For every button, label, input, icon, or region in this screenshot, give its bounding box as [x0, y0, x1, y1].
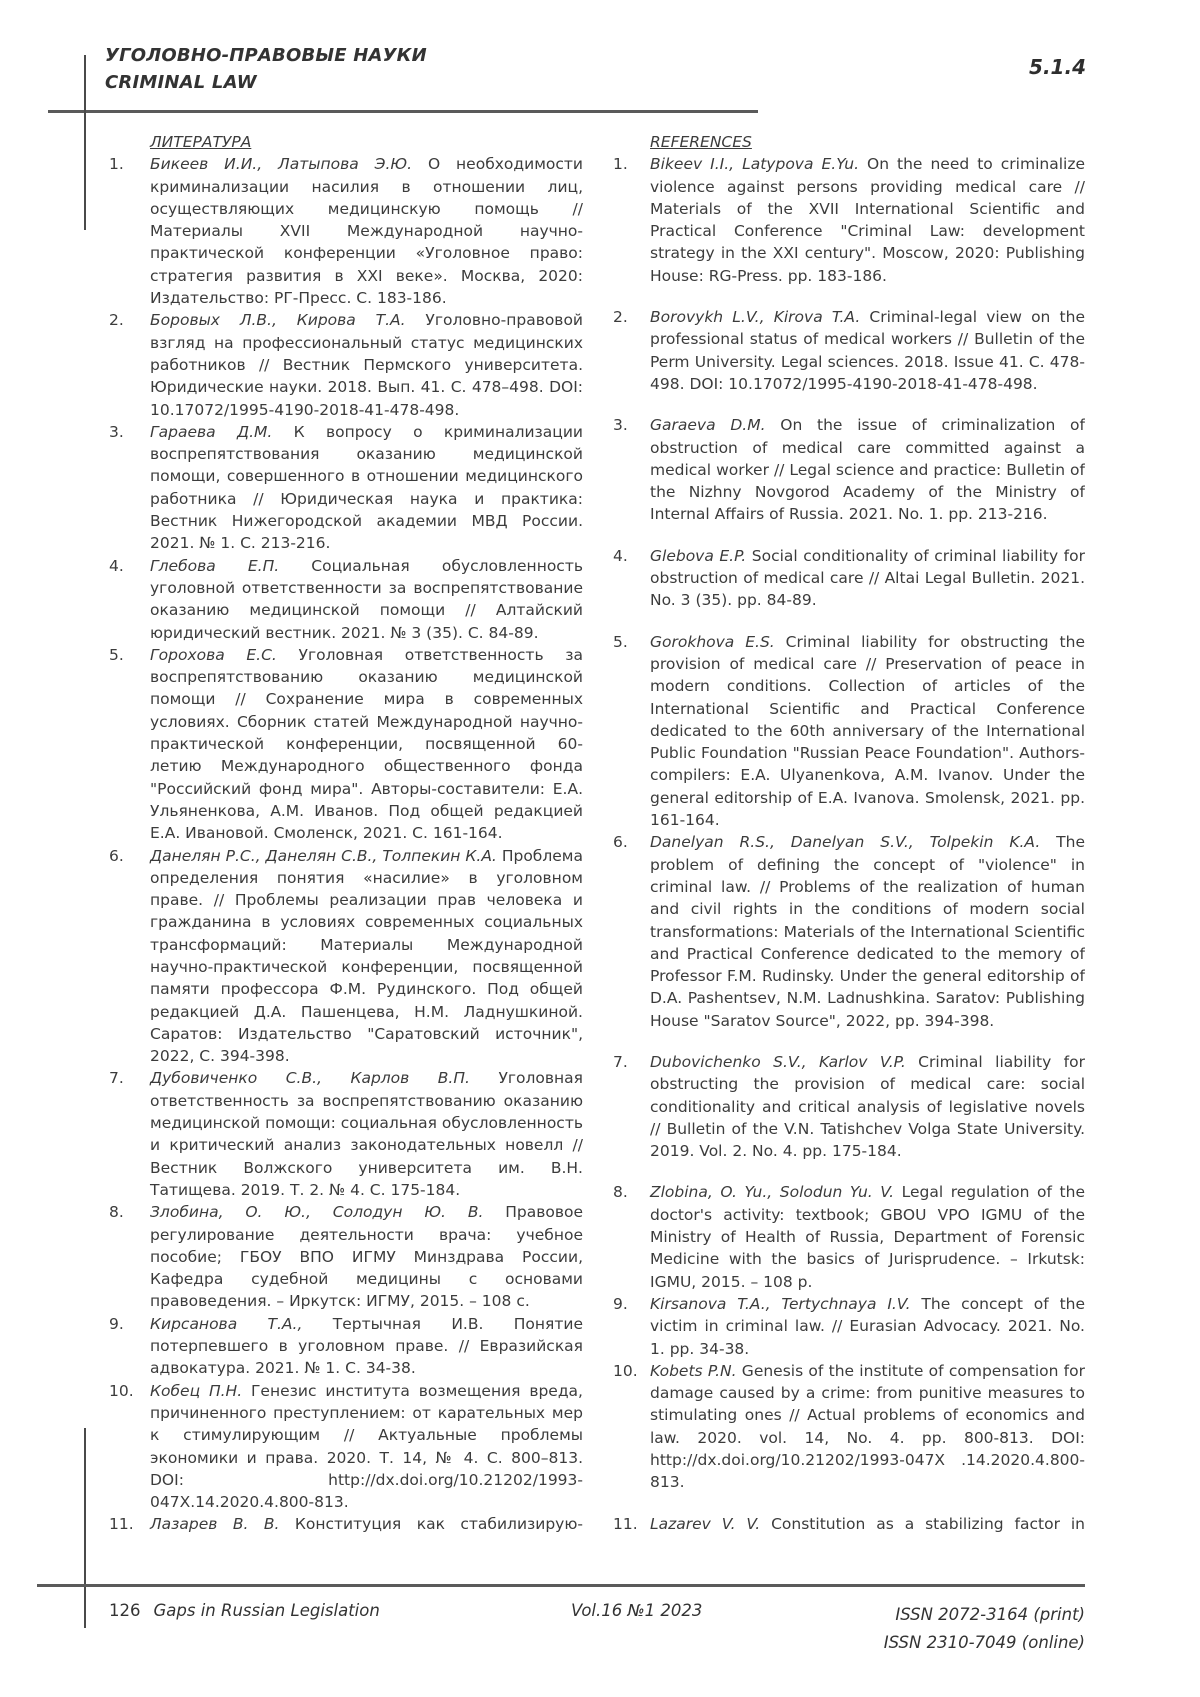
item-rest: On the issue of criminalization of obstruction of medical care committed against a medical worker // Legal science and practice: Bulletin of the Nizhny Novgorod Academy of the Ministry of Internal Affairs of Russia. 2021. No. 1. pp. 213-216. — [650, 416, 1085, 524]
issue-info: Vol.16 №1 2023 — [571, 1601, 703, 1620]
reference-item — [613, 631, 1085, 832]
item-number: 2. — [613, 308, 628, 327]
item-number: 10. — [613, 1361, 638, 1380]
reference-item — [109, 845, 583, 1068]
item-authors: Borovykh L.V., Kirova T.A. — [650, 308, 861, 327]
item-text — [150, 153, 583, 309]
item-authors: Glebova E.P. — [650, 546, 747, 565]
reference-item — [613, 153, 1085, 287]
item-rest: О необходимости криминализации насилия в отношении лиц, осуществляющих медицинскую помощь // Материалы XVII Международной научно-практической конференции «Уголовное право: стратегия развития в XXI веке». Москва, 2020: Издательство: РГ-Пресс. С. 183-186. — [150, 155, 583, 308]
reference-item — [109, 1380, 583, 1514]
footer-left — [109, 1601, 380, 1620]
item-text — [150, 644, 583, 845]
literature-list — [109, 153, 583, 1535]
literature-heading: ЛИТЕРАТУРА — [150, 133, 252, 151]
item-rest: Criminal-legal view on the professional status of medical workers // Bulletin of the Perm University. Legal sciences. 2018. Issue 41. С. 478-498. DOI: 10.17072/1995-4190-2018-41-478-498. — [650, 308, 1085, 393]
item-rest: The concept of the victim in criminal law. // Eurasian Advocacy. 2021. No. 1. pp. 34-38. — [650, 1294, 1085, 1358]
item-authors: Danelyan R.S., Danelyan S.V., Tolpekin K.A. — [650, 833, 1041, 852]
item-rest: Genesis of the institute of compensation for damage caused by a crime: from punitive measures to stimulating ones // Actual problems of economics and law. 2020. vol. 14, No. 4. pp. 800-813. DOI: http://dx.doi.org/10.21202/1993-047X .14.2020.4.800-813. — [650, 1361, 1085, 1492]
item-text — [650, 1293, 1085, 1360]
issn-block — [884, 1601, 1085, 1657]
item-text — [650, 306, 1085, 395]
item-rest: Тертычная И.В. Понятие потерпевшего в уголовном праве. // Евразийская адвокатура. 2021. № 1. С. 34-38. — [150, 1314, 583, 1378]
item-text — [150, 309, 583, 420]
item-number: 5. — [109, 645, 124, 664]
item-number: 3. — [109, 422, 124, 441]
item-text — [150, 1313, 583, 1380]
item-rest: Уголовная ответственность за воспрепятствованию оказанию медицинской помощи: социальная обусловленность и критический анализ законодательных новелл // Вестник Волжского университета им. В.Н. Татищева. 2019. Т. 2. № 4. С. 175-184. — [150, 1069, 583, 1199]
reference-item — [613, 306, 1085, 395]
item-authors: Глебова Е.П. — [150, 556, 280, 575]
item-rest: Legal regulation of the doctor's activity: textbook; GBOU VPO IGMU of the Ministry of Health of Russia, Department of Forensic Medicine with the basics of Jurisprudence. – Irkutsk: IGMU, 2015. – 108 p. — [650, 1183, 1085, 1291]
item-number: 3. — [613, 416, 628, 435]
margin-line-bottom — [84, 1428, 86, 1628]
item-text — [150, 1067, 583, 1201]
reference-item — [613, 1051, 1085, 1162]
margin-line-top — [84, 55, 86, 230]
item-authors: Кирсанова Т.А., — [150, 1314, 303, 1333]
item-authors: Горохова Е.С. — [150, 645, 277, 664]
item-text — [650, 414, 1085, 525]
item-rest: Генезис института возмещения вреда, причиненного преступлением: от карательных мер к стимулирующим // Актуальные проблемы экономики и права. 2020. Т. 14, № 4. С. 800–813. DOI: http://dx.doi.org/10.21202/1993-047X.14.2020.4.800-813. — [150, 1381, 583, 1512]
item-rest: Уголовная ответственность за воспрепятствованию оказанию медицинской помощи // Сохранение мира в современных условиях. Сборник статей Международной научно-практической конференции, посвященной 60-летию Международного общественного фонда "Российский фонд мира". Авторы-составители: Е.А. Ульяненкова, А.М. Иванов. Под общей редакцией Е.А. Ивановой. Смоленск, 2021. С. 161-164. — [150, 645, 583, 843]
item-text — [150, 421, 583, 555]
journal-title: Gaps in Russian Legislation — [153, 1601, 380, 1620]
item-rest: Конституция как стабилизирую- — [279, 1515, 583, 1534]
item-text — [650, 545, 1085, 612]
item-number: 5. — [613, 632, 628, 651]
reference-item — [613, 545, 1085, 612]
literature-column — [109, 131, 583, 1560]
item-number: 2. — [109, 311, 124, 330]
item-rest: Проблема определения понятия «насилие» в уголовном праве. // Проблемы реализации прав человека и гражданина в условиях современных социальных трансформаций: Материалы Международной научно-практической конференции, посвященной памяти профессора Ф.М. Рудинского. Под общей редакцией Д.А. Пашенцева, Н.М. Ладнушкиной. Саратов: Издательство "Саратовский источник", 2022, С. 394-398. — [150, 846, 583, 1066]
item-rest: К вопросу о криминализации воспрепятствования оказанию медицинской помощи, совершенного в отношении медицинского работника // Юридическая наука и практика: Вестник Нижегородской академии МВД России. 2021. № 1. С. 213-216. — [150, 422, 583, 553]
reference-item — [109, 1201, 583, 1312]
reference-item — [109, 421, 583, 555]
section-title-en: CRIMINAL LAW — [105, 72, 257, 93]
references-column — [613, 131, 1085, 1560]
section-title-ru: УГОЛОВНО-ПРАВОВЫЕ НАУКИ — [105, 45, 427, 66]
reference-item — [613, 1360, 1085, 1494]
item-rest: Правовое регулирование деятельности врача: учебное пособие; ГБОУ ВПО ИГМУ Минздрава России, Кафедра судебной медицины с основами правоведения. – Иркутск: ИГМУ, 2015. – 108 с. — [150, 1203, 583, 1311]
item-number: 11. — [613, 1514, 638, 1533]
item-text — [650, 631, 1085, 832]
item-authors: Zlobina, O. Yu., Solodun Yu. V. — [650, 1183, 895, 1202]
item-authors: Lazarev V. V. — [650, 1514, 761, 1533]
item-text — [150, 845, 583, 1068]
item-authors: Злобина, О. Ю., Солодун Ю. В. — [150, 1203, 484, 1222]
item-number: 6. — [109, 846, 124, 865]
item-authors: Данелян Р.С., Данелян С.В., Толпекин К.А. — [150, 846, 497, 865]
item-text — [650, 153, 1085, 287]
item-rest: Criminal liability for obstructing the provision of medical care: social conditionality and critical analysis of legislative novels // Bulletin of the V.N. Tatishchev Volga State University. 2019. Vol. 2. No. 4. pp. 175-184. — [650, 1052, 1085, 1161]
item-number: 10. — [109, 1381, 134, 1400]
item-number: 8. — [613, 1183, 628, 1202]
item-text — [650, 831, 1085, 1032]
item-number: 8. — [109, 1203, 124, 1222]
reference-item — [109, 1067, 583, 1201]
item-text — [650, 1051, 1085, 1162]
item-authors: Гараева Д.М. — [150, 422, 273, 441]
item-number: 4. — [109, 556, 124, 575]
issn-print: ISSN 2072-3164 (print) — [895, 1605, 1085, 1624]
item-text — [650, 1513, 1085, 1535]
reference-item — [613, 1181, 1085, 1292]
item-authors: Kirsanova T.A., Tertychnaya I.V. — [650, 1294, 911, 1313]
item-number: 7. — [613, 1052, 628, 1071]
item-text — [650, 1181, 1085, 1292]
reference-item — [109, 153, 583, 309]
item-authors: Dubovichenko S.V., Karlov V.P. — [650, 1052, 906, 1071]
item-authors: Боровых Л.В., Кирова Т.А. — [150, 311, 406, 330]
reference-item — [109, 309, 583, 420]
item-number: 7. — [109, 1069, 124, 1088]
item-number: 9. — [613, 1294, 628, 1313]
item-authors: Лазарев В. В. — [150, 1515, 280, 1534]
reference-item — [109, 644, 583, 845]
section-header — [105, 42, 427, 96]
footer-rule — [37, 1584, 1085, 1587]
item-number: 1. — [613, 155, 628, 174]
item-authors: Дубовиченко С.В., Карлов В.П. — [150, 1069, 470, 1088]
item-rest: Constitution as a stabilizing factor in — [760, 1514, 1085, 1533]
item-number: 9. — [109, 1314, 124, 1333]
item-number: 11. — [109, 1515, 134, 1534]
item-number: 6. — [613, 833, 628, 852]
item-authors: Garaeva D.M. — [650, 416, 766, 435]
item-rest: Social conditionality of criminal liability for obstruction of medical care // Altai Legal Bulletin. 2021. No. 3 (35). pp. 84-89. — [650, 546, 1085, 610]
item-text — [150, 555, 583, 644]
header-rule — [48, 110, 758, 113]
reference-item — [109, 1313, 583, 1380]
page-number: 126 — [109, 1601, 141, 1620]
issn-online: ISSN 2310-7049 (online) — [883, 1633, 1085, 1652]
item-text — [150, 1380, 583, 1514]
item-authors: Bikeev I.I., Latypova E.Yu. — [650, 155, 859, 174]
reference-item — [613, 1513, 1085, 1535]
reference-item — [613, 1293, 1085, 1360]
references-heading: REFERENCES — [650, 133, 752, 151]
reference-item — [109, 1513, 583, 1535]
item-rest: On the need to criminalize violence against persons providing medical care // Materials of the XVII International Scientific and Practical Conference "Criminal Law: development strategy in the XXI century". Moscow, 2020: Publishing House: RG-Press. pp. 183-186. — [650, 155, 1085, 285]
section-code: 5.1.4 — [1029, 55, 1086, 79]
item-text — [650, 1360, 1085, 1494]
item-number: 4. — [613, 546, 628, 565]
item-rest: Criminal liability for obstructing the provision of medical care // Preservation of peace in modern conditions. Collection of articles of the International Scientific and Practical Conference dedicated to the 60th anniversary of the International Public Foundation "Russian Peace Foundation". Authors-compilers: E.A. Ulyanenkova, A.M. Ivanov. Under the general editorship of E.A. Ivanova. Smolensk, 2021. pp. 161-164. — [650, 632, 1085, 830]
item-authors: Gorokhova E.S. — [650, 632, 775, 651]
reference-item — [109, 555, 583, 644]
item-rest: Уголовно-правовой взгляд на профессиональный статус медицинских работников // Вестник Пермского университета. Юридические науки. 2018. Вып. 41. С. 478–498. DOI: 10.17072/1995-4190-2018-41-478-498. — [150, 311, 583, 419]
reference-item — [613, 831, 1085, 1032]
references-list — [613, 153, 1085, 1535]
item-authors: Kobets P.N. — [650, 1361, 737, 1380]
item-rest: The problem of defining the concept of "violence" in criminal law. // Problems of the realization of human and civil rights in the conditions of modern social transformations: Materials of the International Scientific and Practical Conference dedicated to the memory of Professor F.M. Rudinsky. Under the general editorship of D.A. Pashentsev, N.M. Ladnushkina. Saratov: Publishing House "Saratov Source", 2022, pp. 394-398. — [650, 833, 1085, 1030]
reference-item — [613, 414, 1085, 525]
item-text — [150, 1201, 583, 1312]
item-authors: Бикеев И.И., Латыпова Э.Ю. — [150, 155, 413, 174]
item-text — [150, 1513, 583, 1535]
item-rest: Социальная обусловленность уголовной ответственности за воспрепятствование оказанию медицинской помощи // Алтайский юридический вестник. 2021. № 3 (35). С. 84-89. — [150, 556, 583, 642]
item-authors: Кобец П.Н. — [150, 1381, 243, 1400]
item-number: 1. — [109, 155, 124, 174]
